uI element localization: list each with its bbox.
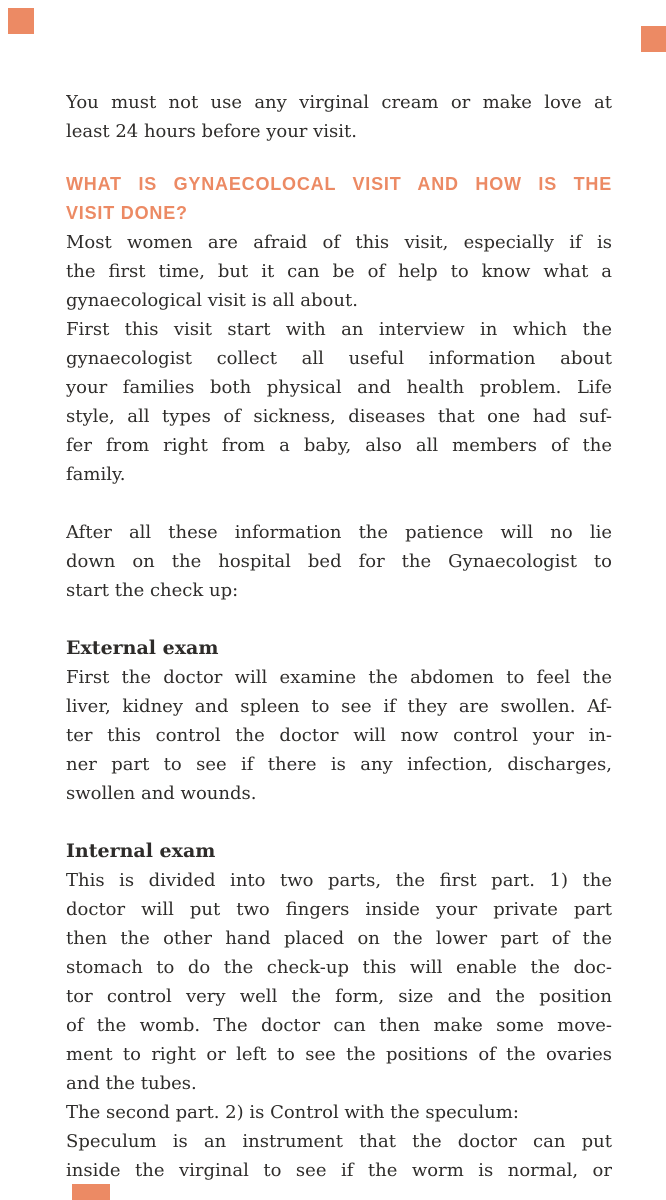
spacer-1 [66,489,612,518]
paragraph-speculum-line: Speculum is an instrument that the doctor can put [66,1131,612,1152]
intro-paragraph-line: You must not use any virginal cream or make love at [66,92,612,113]
paragraph-speculum [66,1127,612,1185]
paragraph-internal-exam-part1 [66,866,612,1098]
paragraph-external-exam-line: liver, kidney and spleen to see if they are swollen. Af- [66,696,612,717]
paragraph-second-part-intro-line: The second part. 2) is Control with the speculum: [66,1102,519,1123]
paragraph-interview-line: your families both physical and health problem. Life [66,377,612,398]
paragraph-internal-exam-part1-line: This is divided into two parts, the first part. 1) the [66,870,612,891]
subheading-external-exam-line: External exam [66,637,219,659]
paragraph-check-up-line: down on the hospital bed for the Gynaecologist to [66,551,612,572]
corner-mark-top-left-icon [8,8,34,34]
intro-paragraph [66,88,612,146]
paragraph-internal-exam-part1-line: tor control very well the form, size and the position [66,986,612,1007]
paragraph-interview-line: family. [66,464,126,485]
paragraph-external-exam-line: ter this control the doctor will now control your in- [66,725,612,746]
text-column [66,88,612,1185]
paragraph-second-part-intro [66,1098,612,1127]
paragraph-interview [66,315,612,489]
spacer-3 [66,808,612,837]
subheading-internal-exam-line: Internal exam [66,840,216,862]
paragraph-most-women-line: the first time, but it can be of help to know what a [66,261,612,282]
paragraph-check-up-line: After all these information the patience will no lie [66,522,612,543]
paragraph-internal-exam-part1-line: and the tubes. [66,1073,197,1094]
paragraph-internal-exam-part1-line: doctor will put two fingers inside your private part [66,899,612,920]
paragraph-interview-line: fer from right from a baby, also all members of the [66,435,612,456]
corner-mark-top-right-icon [641,26,666,52]
paragraph-interview-line: style, all types of sickness, diseases that one had suf- [66,406,612,427]
section-heading-line: VISIT DONE? [66,203,188,223]
section-heading-line: WHAT IS GYNAECOLOCAL VISIT AND HOW IS THE [66,174,612,194]
paragraph-internal-exam-part1-line: stomach to do the check-up this will enable the doc- [66,957,612,978]
paragraph-external-exam-line: First the doctor will examine the abdomen to feel the [66,667,612,688]
paragraph-internal-exam-part1-line: of the womb. The doctor can then make some move- [66,1015,612,1036]
paragraph-interview-line: gynaecologist collect all useful information about [66,348,612,369]
subheading-internal-exam [66,837,612,866]
paragraph-external-exam [66,663,612,808]
spacer-2 [66,605,612,634]
paragraph-check-up-line: start the check up: [66,580,239,601]
paragraph-external-exam-line: swollen and wounds. [66,783,257,804]
paragraph-internal-exam-part1-line: then the other hand placed on the lower part of the [66,928,612,949]
paragraph-most-women-line: gynaecological visit is all about. [66,290,358,311]
paragraph-most-women [66,228,612,315]
page-mark-bottom-icon [72,1184,110,1200]
paragraph-check-up [66,518,612,605]
paragraph-most-women-line: Most women are afraid of this visit, especially if is [66,232,612,253]
intro-paragraph-line: least 24 hours before your visit. [66,121,357,142]
paragraph-internal-exam-part1-line: ment to right or left to see the positions of the ovaries [66,1044,612,1065]
subheading-external-exam [66,634,612,663]
paragraph-external-exam-line: ner part to see if there is any infection, discharges, [66,754,612,775]
paragraph-interview-line: First this visit start with an interview in which the [66,319,612,340]
section-heading [66,170,612,228]
paragraph-speculum-line: inside the virginal to see if the worm is normal, or [66,1160,612,1181]
